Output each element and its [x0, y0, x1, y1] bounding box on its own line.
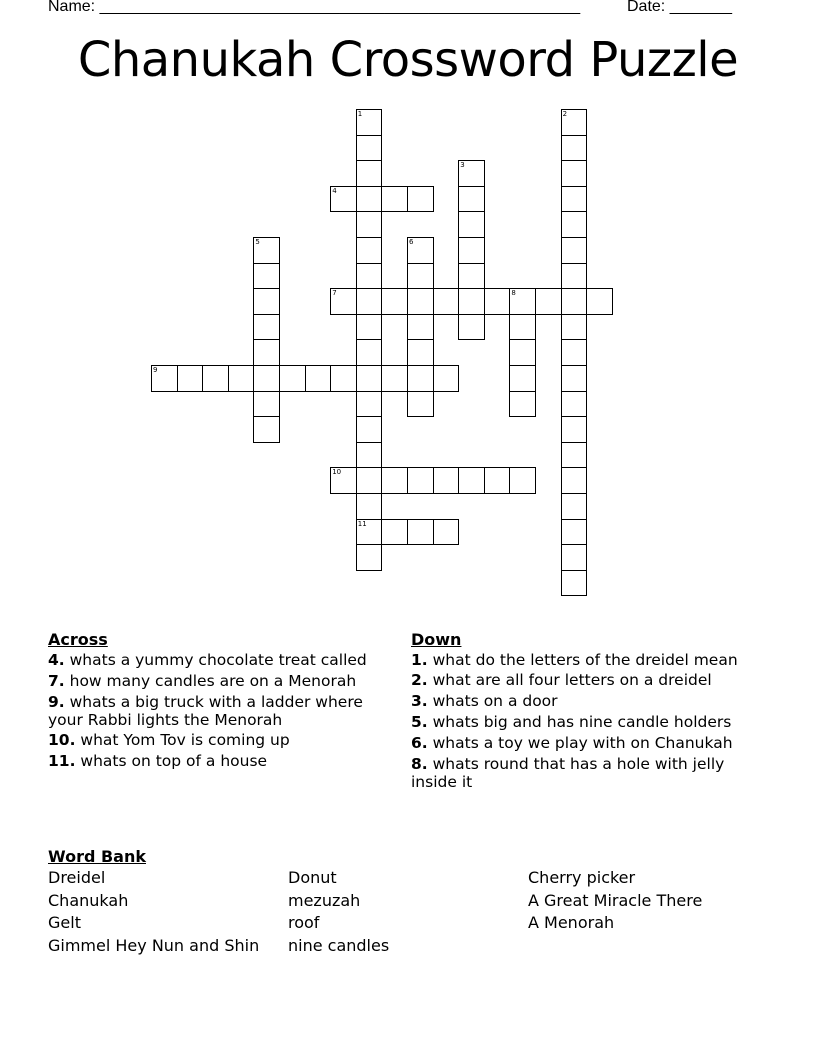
crossword-cell[interactable]: [407, 288, 434, 315]
clue-number: 7.: [48, 672, 65, 690]
crossword-cell[interactable]: [356, 339, 383, 366]
word-bank-word: roof: [288, 913, 320, 933]
crossword-cell[interactable]: [561, 442, 588, 469]
across-clue: [48, 693, 393, 729]
across-clue: [48, 672, 393, 691]
crossword-cell[interactable]: [561, 135, 588, 162]
crossword-cell[interactable]: [433, 288, 460, 315]
across-clue: [48, 752, 393, 771]
crossword-cell[interactable]: [509, 365, 536, 392]
crossword-cell[interactable]: [433, 365, 460, 392]
crossword-cell[interactable]: [356, 109, 383, 136]
crossword-cell[interactable]: [509, 314, 536, 341]
word-bank-word: mezuzah: [288, 890, 361, 910]
word-bank-word: A Menorah: [528, 913, 615, 933]
across-clue: [48, 731, 393, 750]
crossword-cell[interactable]: [177, 365, 204, 392]
down-clue: [411, 671, 756, 690]
cell-number: 9: [153, 366, 158, 374]
crossword-cell[interactable]: [458, 160, 485, 187]
cell-number: 3: [460, 161, 465, 170]
crossword-cell[interactable]: [458, 263, 485, 290]
crossword-cell[interactable]: [381, 365, 408, 392]
crossword-cell[interactable]: [356, 135, 383, 162]
word-bank-word: Cherry picker: [528, 868, 636, 887]
crossword-cell[interactable]: [407, 339, 434, 366]
crossword-cell[interactable]: [561, 109, 588, 136]
down-clue: [411, 713, 756, 732]
word-bank-word: Dreidel: [48, 868, 106, 887]
clue-text: what do the letters of the dreidel mean: [432, 651, 738, 669]
clue-number: 2.: [411, 671, 428, 689]
crossword-cell[interactable]: [458, 211, 485, 238]
crossword-cell[interactable]: [561, 314, 588, 341]
page-title: Chanukah Crossword Puzzle: [77, 32, 739, 88]
crossword-cell[interactable]: [407, 391, 434, 418]
crossword-cell[interactable]: [561, 160, 588, 187]
date-field-label: Date: _______: [627, 0, 732, 15]
crossword-cell[interactable]: [228, 365, 255, 392]
crossword-cell[interactable]: [407, 237, 434, 264]
crossword-cell[interactable]: [253, 237, 280, 264]
crossword-cell[interactable]: [561, 186, 588, 213]
clue-text: what are all four letters on a dreidel: [432, 671, 712, 689]
crossword-cell[interactable]: [356, 263, 383, 290]
cell-number: 5: [255, 238, 260, 246]
clue-text: what Yom Tov is coming up: [80, 731, 290, 749]
crossword-cell[interactable]: [356, 314, 383, 341]
crossword-cell[interactable]: [561, 211, 588, 238]
crossword-cell[interactable]: [561, 493, 588, 520]
crossword-cell[interactable]: [407, 263, 434, 290]
crossword-cell[interactable]: [561, 263, 588, 290]
crossword-cell[interactable]: [202, 365, 229, 392]
crossword-cell[interactable]: [458, 237, 485, 264]
crossword-cell[interactable]: [509, 391, 536, 418]
word-bank: [48, 846, 703, 956]
crossword-cell[interactable]: [253, 288, 280, 315]
clue-text: whats on a door: [432, 692, 558, 710]
crossword-cell[interactable]: [561, 237, 588, 264]
crossword-cell[interactable]: [330, 186, 357, 213]
crossword-cell[interactable]: [484, 467, 511, 494]
down-heading: Down: [411, 630, 462, 649]
crossword-cell[interactable]: [561, 288, 588, 315]
word-bank-column: [528, 867, 702, 935]
crossword-cell[interactable]: [381, 467, 408, 494]
crossword-cell[interactable]: [356, 544, 383, 571]
down-clue: [411, 755, 756, 791]
crossword-cell[interactable]: [253, 314, 280, 341]
crossword-cell[interactable]: [305, 365, 332, 392]
crossword-cell[interactable]: [458, 314, 485, 341]
crossword-cell[interactable]: [356, 211, 383, 238]
crossword-cell[interactable]: [407, 365, 434, 392]
crossword-cell[interactable]: [484, 288, 511, 315]
crossword-cell[interactable]: [253, 391, 280, 418]
clue-text: whats round that has a hole with jelly inside it: [411, 755, 725, 791]
across-clues: [48, 630, 393, 773]
cell-number: 6: [409, 238, 414, 246]
clue-number: 10.: [48, 731, 76, 749]
crossword-cell[interactable]: [509, 288, 536, 315]
cell-number: 7: [332, 289, 337, 298]
crossword-cell[interactable]: [279, 365, 306, 392]
clue-number: 5.: [411, 713, 428, 731]
down-clues: [411, 630, 756, 793]
crossword-cell[interactable]: [509, 339, 536, 366]
crossword-cell[interactable]: [253, 263, 280, 290]
cell-number: 10: [332, 468, 342, 477]
clue-text: whats big and has nine candle holders: [432, 713, 732, 731]
clue-number: 9.: [48, 693, 65, 711]
word-bank-word: Gelt: [48, 913, 81, 933]
crossword-cell[interactable]: [433, 519, 460, 546]
clue-text: how many candles are on a Menorah: [69, 672, 357, 690]
clue-number: 1.: [411, 651, 428, 669]
crossword-cell[interactable]: [561, 339, 588, 366]
clue-text: whats a yummy chocolate treat called: [69, 651, 367, 669]
word-bank-heading: Word Bank: [48, 847, 147, 866]
clue-number: 11.: [48, 752, 76, 770]
crossword-cell[interactable]: [356, 467, 383, 494]
word-bank-word: Donut: [288, 868, 337, 887]
crossword-cell[interactable]: [330, 365, 357, 392]
word-bank-word: A Great Miracle There: [528, 890, 703, 910]
crossword-cell[interactable]: [356, 519, 383, 546]
crossword-cell[interactable]: [330, 467, 357, 494]
crossword-cell[interactable]: [253, 416, 280, 443]
clue-number: 4.: [48, 651, 65, 669]
crossword-cell[interactable]: [561, 365, 588, 392]
crossword-cell[interactable]: [561, 519, 588, 546]
word-bank-word: Gimmel Hey Nun and Shin: [48, 936, 260, 956]
word-bank-column: [48, 867, 259, 958]
crossword-cell[interactable]: [561, 570, 588, 597]
crossword-cell[interactable]: [561, 467, 588, 494]
crossword-cell[interactable]: [407, 519, 434, 546]
crossword-cell[interactable]: [381, 186, 408, 213]
crossword-cell[interactable]: [561, 544, 588, 571]
crossword-cell[interactable]: [407, 467, 434, 494]
cell-number: 1: [357, 110, 363, 118]
crossword-cell[interactable]: [561, 416, 588, 443]
crossword-cell[interactable]: [433, 467, 460, 494]
crossword-cell[interactable]: [561, 391, 588, 418]
across-heading: Across: [48, 630, 108, 649]
word-bank-column: [288, 867, 389, 958]
clue-number: 6.: [411, 734, 428, 752]
cell-number: 4: [332, 186, 337, 195]
across-clue: [48, 651, 393, 670]
crossword-cell[interactable]: [356, 186, 383, 213]
crossword-cell[interactable]: [330, 288, 357, 315]
crossword-cell[interactable]: [356, 391, 383, 418]
cell-number: 11: [357, 519, 367, 528]
word-bank-word: Chanukah: [48, 890, 129, 910]
crossword-cell[interactable]: [356, 493, 383, 520]
crossword-cell[interactable]: [586, 288, 613, 315]
crossword-cell[interactable]: [458, 186, 485, 213]
crossword-cell[interactable]: [151, 365, 178, 392]
crossword-cell[interactable]: [356, 365, 383, 392]
crossword-cell[interactable]: [356, 416, 383, 443]
crossword-cell[interactable]: [253, 365, 280, 392]
clue-text: whats a big truck with a ladder where your Rabbi lights the Menorah: [48, 693, 363, 729]
crossword-cell[interactable]: [509, 467, 536, 494]
crossword-cell[interactable]: [407, 314, 434, 341]
crossword-cell[interactable]: [407, 186, 434, 213]
clue-number: 3.: [411, 692, 428, 710]
crossword-cell[interactable]: [381, 519, 408, 546]
clue-text: whats on top of a house: [80, 752, 268, 770]
cell-number: 2: [562, 110, 568, 118]
crossword-cell[interactable]: [535, 288, 562, 315]
crossword-cell[interactable]: [356, 237, 383, 264]
crossword-cell[interactable]: [381, 288, 408, 315]
down-clue: [411, 692, 756, 711]
crossword-cell[interactable]: [253, 339, 280, 366]
clue-text: whats a toy we play with on Chanukah: [432, 734, 733, 752]
cell-number: 8: [511, 289, 516, 298]
crossword-cell[interactable]: [458, 467, 485, 494]
down-clue: [411, 734, 756, 753]
clue-number: 8.: [411, 755, 428, 773]
crossword-cell[interactable]: [356, 160, 383, 187]
down-clue: [411, 651, 756, 669]
crossword-cell[interactable]: [458, 288, 485, 315]
crossword-cell[interactable]: [356, 442, 383, 469]
name-field-label: Name: ______________________________________________________: [48, 0, 581, 15]
crossword-cell[interactable]: [356, 288, 383, 315]
word-bank-word: nine candles: [288, 936, 390, 956]
